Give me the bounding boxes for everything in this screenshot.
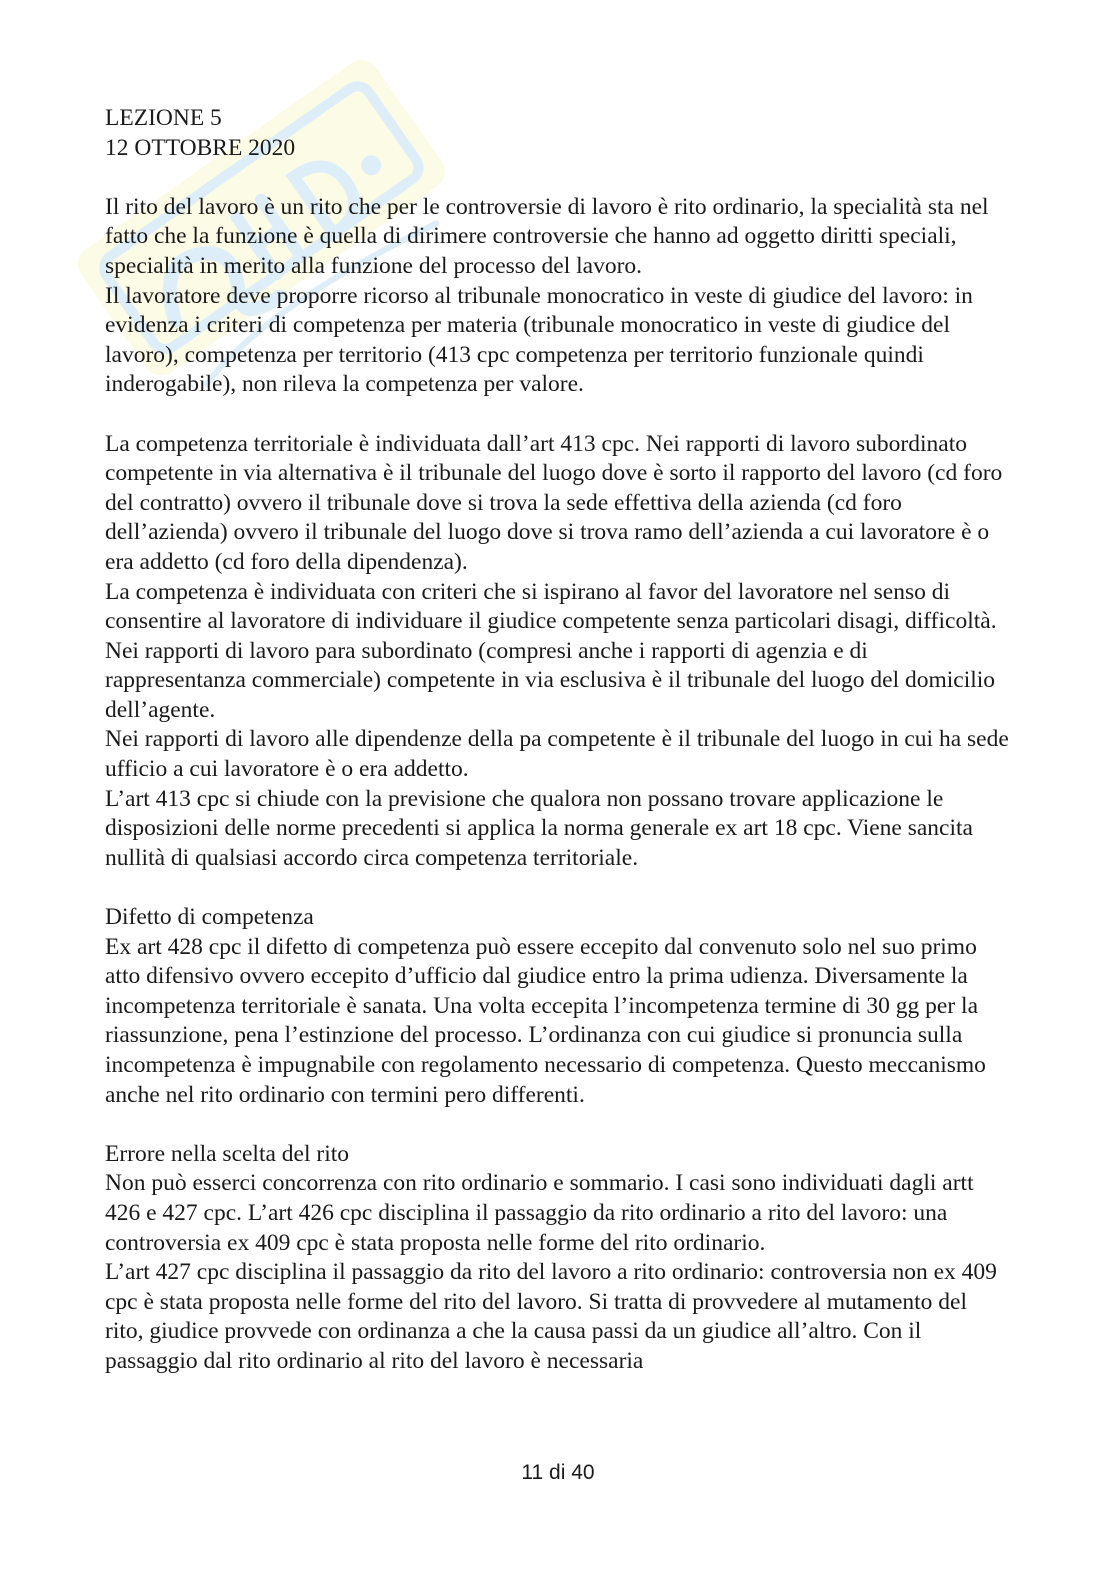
section-heading-errore: Errore nella scelta del rito [105,1140,350,1167]
paragraph-difetto-competenza: Ex art 428 cpc il difetto di competenza può essere eccepito dal convenuto solo nel suo primo atto difensivo ovvero eccepito d’ufficio dal giudice entro la prima udienza. Diversamente la incompetenza territoriale è sanata. Una volta eccepita l’incompetenza termine di 30 gg per la riassunzione, pena l’estinzione del processo. L’ordinanza con cui giudice si pronuncia sulla incompetenza è impugnabile con regolamento necessario di competenza. Questo meccanismo anche nel rito ordinario con termini pero differenti. [105,933,986,1108]
document-body [105,104,1010,1377]
section-heading-difetto: Difetto di competenza [105,904,314,931]
paragraph-art-413: L’art 413 cpc si chiude con la previsione che qualora non possano trovare applicazione le disposizioni delle norme precedenti si applica la norma generale ex art 18 cpc. Viene sancita nullità di qualsiasi accordo circa competenza territoriale. [105,785,973,871]
lesson-date: 12 OTTOBRE 2020 [105,134,296,161]
paragraph-art-426: Non può esserci concorrenza con rito ordinario e sommario. I casi sono individuati dagli artt 426 e 427 cpc. L’art 426 cpc disciplina il passaggio da rito ordinario a rito del lavoro: una controversia ex 409 cpc è stata proposta nelle forme del rito ordinario. [105,1170,974,1256]
paragraph-rito-lavoro: Il rito del lavoro è un rito che per le controversie di lavoro è rito ordinario, la specialità sta nel fatto che la funzione è quella di dirimere controversie che hanno ad oggetto diritti speciali, specialità in merito alla funzione del processo del lavoro. [105,193,989,279]
paragraph-competenza-territoriale: La competenza territoriale è individuata dall’art 413 cpc. Nei rapporti di lavoro subordinato competente in via alternativa è il tribunale del luogo dove è sorto il rapporto del lavoro (cd foro del contratto) ovvero il tribunale dove si trova la sede effettiva della azienda (cd foro dell’azienda) ovvero il tribunale del luogo dove si trova ramo dell’azienda a cui lavoratore è o era addetto (cd foro della dipendenza). [105,430,1003,575]
paragraph-ricorso: Il lavoratore deve proporre ricorso al tribunale monocratico in veste di giudice del lavoro: in evidenza i criteri di competenza per materia (tribunale monocratico in veste di giudice del lavoro), competenza per territorio (413 cpc competenza per territorio funzionale quindi inderogabile), non rileva la competenza per valore. [105,282,973,398]
paragraph-art-427: L’art 427 cpc disciplina il passaggio da rito del lavoro a rito ordinario: controversia non ex 409 cpc è stata proposta nelle forme del rito del lavoro. Si tratta di provvedere al mutamento del rito, giudice provvede con ordinanza a che la causa passi da un giudice all’altro. Con il passaggio dal rito ordinario al rito del lavoro è necessaria [105,1259,997,1374]
paragraph-pa: Nei rapporti di lavoro alle dipendenze della pa competente è il tribunale del luogo in cui ha sede ufficio a cui lavoratore è o era addetto. [105,726,1009,783]
spacer [105,873,1010,903]
spacer [105,400,1010,430]
paragraph-favor-lavoratore: La competenza è individuata con criteri che si ispirano al favor del lavoratore nel senso di consentire al lavoratore di individuare il giudice competente senza particolari disagi, difficoltà. [105,578,997,635]
spacer [105,1110,1010,1140]
page-number: 11 di 40 [521,1461,595,1484]
spacer [105,163,1010,193]
paragraph-para-subordinato: Nei rapporti di lavoro para subordinato (compresi anche i rapporti di agenzia e di rappresentanza commerciale) competente in via esclusiva è il tribunale del luogo del domicilio dell’agente. [105,637,996,723]
lesson-title: LEZIONE 5 [105,105,222,131]
